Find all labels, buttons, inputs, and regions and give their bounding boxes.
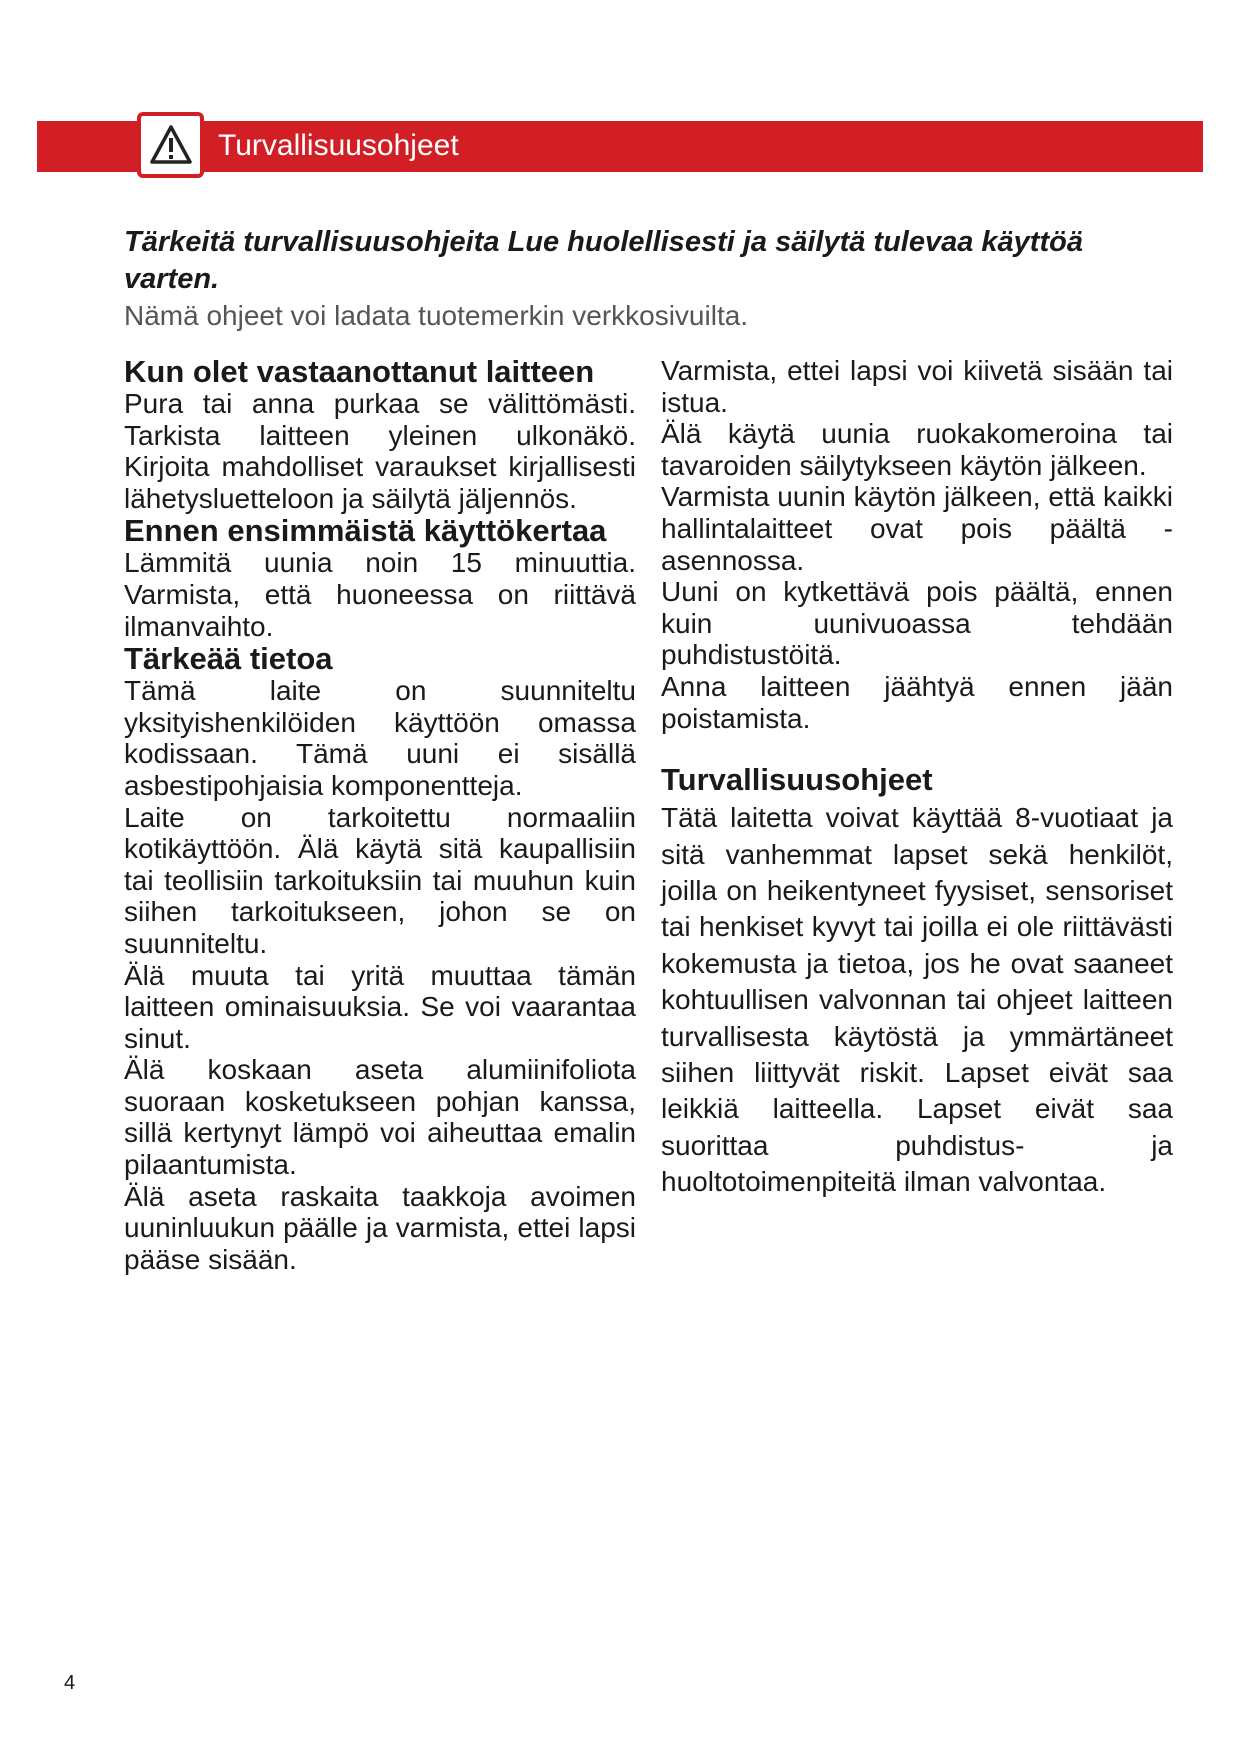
important-info-heading: Tärkeää tietoa xyxy=(124,641,333,677)
important-info-p5: Älä aseta raskaita taakkoja avoimen uuninluukun päälle ja varmista, ettei lapsi pääse sisään. xyxy=(124,1180,636,1275)
section-heading-receipt xyxy=(124,355,636,388)
right-p5: Anna laitteen jäähtyä ennen jään poistamista. xyxy=(661,670,1173,734)
safety-text: Tätä laitetta voivat käyttää 8-vuotiaat ja sitä vanhemmat lapset sekä henkilöt, joilla on heikentyneet fyysiset, sensoriset tai henkiset kyvyt tai joilla ei ole riittävästi kokemusta ja tietoa, jos he ovat saaneet kohtuullisen valvonnan tai ohjeet laitteen turvallisesta käytöstä ja ymmärtäneet siihen liittyvät riskit. Lapset eivät saa leikkiä laitteella. Lapset eivät saa suorittaa puhdistus- ja huoltotoimenpiteitä ilman valvontaa. xyxy=(661,802,1173,1198)
intro-subtitle: Nämä ohjeet voi ladata tuotemerkin verkkosivuilta. xyxy=(124,300,749,331)
important-info-p1: Tämä laite on suunniteltu yksityishenkilöiden käyttöön omassa kodissaan. Tämä uuni ei sisällä asbestipohjaisia komponentteja. xyxy=(124,675,636,801)
header-title: Turvallisuusohjeet xyxy=(218,129,459,162)
first-use-text: Lämmitä uunia noin 15 minuuttia. Varmista, että huoneessa on riittävä ilmanvaihto. xyxy=(124,547,636,642)
important-info-p4: Älä koskaan aseta alumiinifoliota suoraan kosketukseen pohjan kanssa, sillä kertynyt lämpö voi aiheuttaa emalin pilaantumista. xyxy=(124,1054,636,1181)
intro-title: Tärkeitä turvallisuusohjeita Lue huolellisesti ja säilytä tulevaa käyttöä varten. xyxy=(124,226,1083,295)
receipt-heading: Kun olet vastaanottanut laitteen xyxy=(124,354,595,389)
page-number: 4 xyxy=(64,1672,76,1694)
header-banner xyxy=(37,121,1203,172)
important-info-p2: Laite on tarkoitettu normaaliin kotikäyttöön. Älä käytä sitä kaupallisiin tai teollisiin tarkoituksiin tai muuhun kuin siihen tarkoitukseen, johon se on suunniteltu. xyxy=(124,801,636,959)
first-use-heading: Ennen ensimmäistä käyttökertaa xyxy=(124,513,607,549)
receipt-text: Pura tai anna purkaa se välittömästi. Tarkista laitteen yleinen ulkonäkö. Kirjoita mahdolliset varaukset kirjallisesti lähetysluetteloon ja säilytä jäljennös. xyxy=(124,388,636,514)
right-column xyxy=(661,355,1173,1201)
right-p1: Varmista, ettei lapsi voi kiivetä sisään tai istua. xyxy=(661,355,1173,418)
warning-triangle-icon xyxy=(149,123,193,167)
warning-badge xyxy=(137,112,204,178)
safety-section xyxy=(661,800,1173,1200)
right-p3: Varmista uunin käytön jälkeen, että kaikki hallintalaitteet ovat pois päältä -asennossa. xyxy=(661,481,1173,576)
left-column xyxy=(124,355,636,1275)
right-p4: Uuni on kytkettävä pois päältä, ennen kuin uunivuoassa tehdään puhdistustöitä. xyxy=(661,576,1173,671)
important-info-p3: Älä muuta tai yritä muuttaa tämän laitteen ominaisuuksia. Se voi vaarantaa sinut. xyxy=(124,959,636,1054)
right-p2: Älä käytä uunia ruokakomeroina tai tavaroiden säilytykseen käytön jälkeen. xyxy=(661,418,1173,481)
safety-heading: Turvallisuusohjeet xyxy=(661,762,933,798)
